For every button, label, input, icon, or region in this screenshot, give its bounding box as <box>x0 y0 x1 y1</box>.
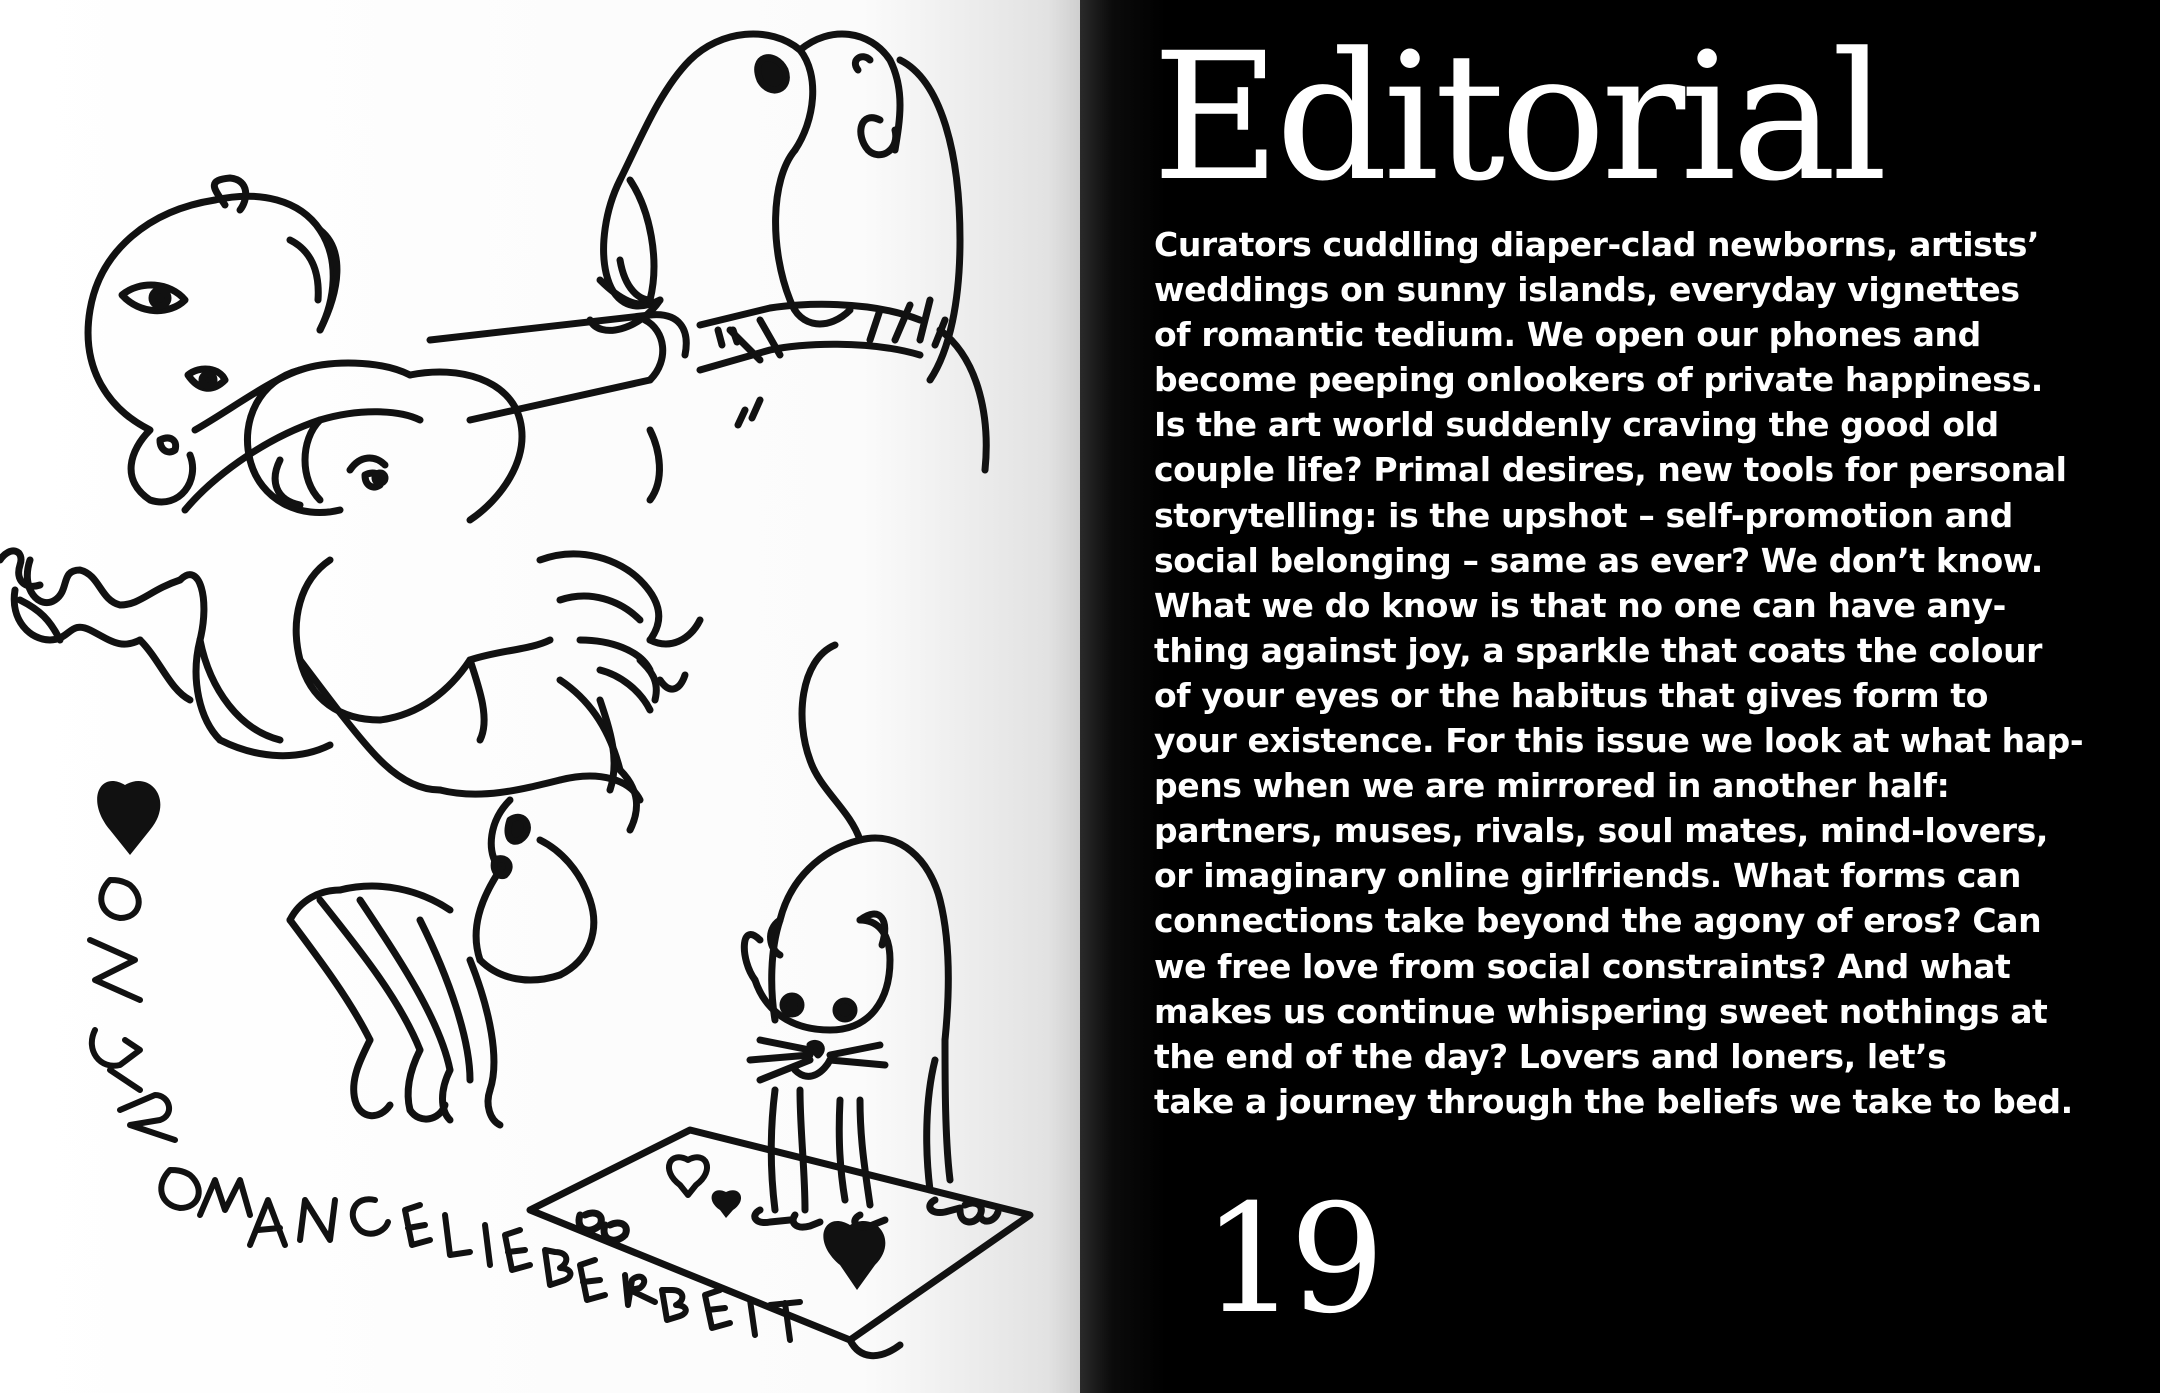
text-line: What we do know is that no one can have any- <box>1154 585 2006 625</box>
heart-icon <box>712 1190 741 1218</box>
text-line: become peeping onlookers of private happiness. <box>1154 360 2043 400</box>
page-title: Editorial <box>1152 15 1883 220</box>
editorial-body-text <box>1154 222 2114 1124</box>
text-line: thing against joy, a sparkle that coats the colour <box>1154 630 2043 670</box>
text-line: social belonging – same as ever? We don’t know. <box>1154 540 2043 580</box>
heart-icon <box>823 1221 885 1290</box>
text-line: of your eyes or the habitus that gives form to <box>1154 675 1989 715</box>
scribble-mark <box>0 551 40 586</box>
text-line: the end of the day? Lovers and loners, let’s <box>1154 1036 1947 1076</box>
text-line: Curators cuddling diaper-clad newborns, artists’ <box>1154 225 2040 264</box>
cat-illustration <box>744 645 960 1227</box>
text-line: couple life? Primal desires, new tools for personal <box>1154 450 2067 490</box>
text-line: of romantic tedium. We open our phones and <box>1154 315 1981 355</box>
text-line: or imaginary online girlfriends. What forms can <box>1154 856 2021 896</box>
text-line: pens when we are mirrored in another half: <box>1154 766 1950 806</box>
text-line: makes us continue whispering sweet nothings at <box>1154 991 2048 1031</box>
editorial-page <box>1080 0 2160 1393</box>
text-line: take a journey through the beliefs we take to bed. <box>1154 1081 2073 1121</box>
heart-icon <box>669 1157 707 1195</box>
text-line: your existence. For this issue we look at what hap- <box>1154 721 2084 761</box>
text-line: weddings on sunny islands, everyday vignettes <box>1154 270 2020 310</box>
mat-illustration <box>530 1130 1030 1356</box>
lovebirds-illustration <box>590 34 986 470</box>
embracing-figures-illustration <box>14 178 700 1125</box>
text-line: storytelling: is the upshot – self-promotion and <box>1154 495 2013 535</box>
text-line: partners, muses, rivals, soul mates, mind-lovers, <box>1154 811 2048 851</box>
heart-icon <box>97 781 160 855</box>
text-line: Is the art world suddenly craving the good old <box>1154 405 1999 445</box>
page-number: 19 <box>1202 1173 1377 1347</box>
text-line: connections take beyond the agony of eros? Can <box>1154 901 2042 941</box>
text-line: we free love from social constraints? And what <box>1154 946 2011 986</box>
